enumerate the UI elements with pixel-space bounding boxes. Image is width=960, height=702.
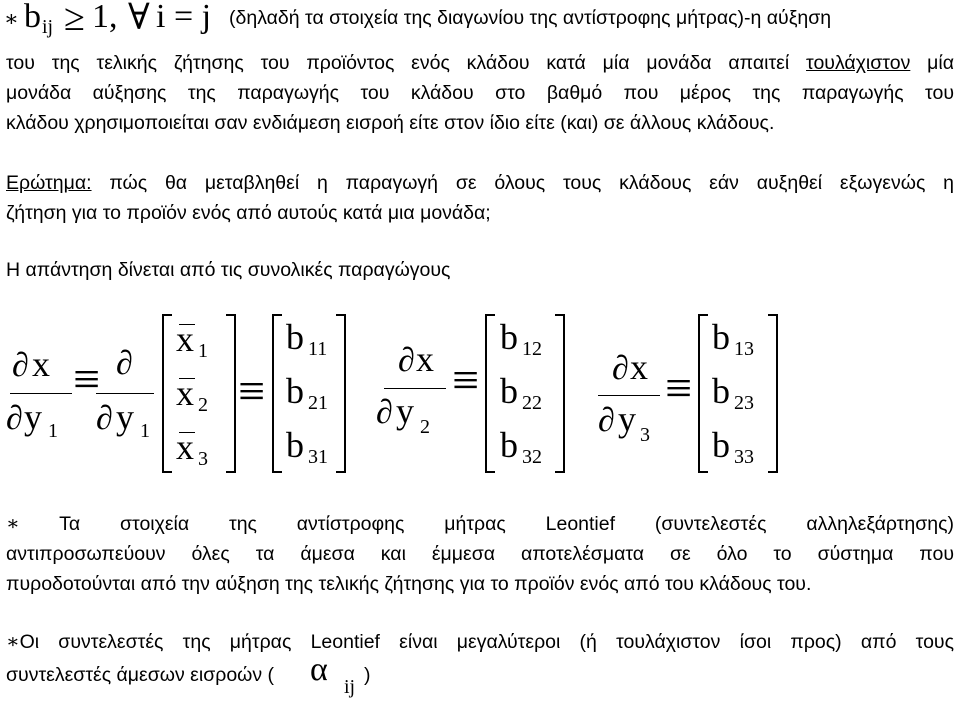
b-col-3-entry-2-var: b <box>712 371 730 411</box>
underlined-word: τουλάχιστον <box>806 52 911 74</box>
b-col-2-entry-2-var: b <box>500 371 518 411</box>
partial-symbol: ∂ <box>612 350 629 387</box>
partial-symbol: ∂ <box>116 345 133 382</box>
paragraph-2-line-2: αντιπροσωπεύουν όλες τα άμεσα και έμμεσα αποτελέσματα σε όλο το σύστημα που <box>6 543 954 565</box>
partial-symbol: ∂ <box>12 347 29 384</box>
x-vector-entry-1-index: 1 <box>198 340 208 362</box>
paragraph-1-line-3: μονάδα αύξησης της παραγωγής του κλάδου στο βαθμό που μέρος της παραγωγής του <box>6 82 954 104</box>
fraction-bar <box>96 393 154 394</box>
answer-intro: Η απάντηση δίνεται από τις συνολικές παραγώγους <box>6 259 451 281</box>
b-col-2-entry-1-index: 12 <box>522 338 542 360</box>
b-col-3-entry-2-index: 23 <box>734 392 754 414</box>
bullet-asterisk: ∗ <box>4 6 19 31</box>
partial-symbol: ∂ <box>96 400 113 437</box>
close-paren: ) <box>364 664 371 686</box>
var-y: y <box>396 391 414 431</box>
alpha-index: ij <box>344 676 356 698</box>
cond-forall: ∀ <box>128 0 150 37</box>
b-col-3-entry-3-var: b <box>712 425 730 465</box>
b-col-1-entry-3-var: b <box>286 425 304 465</box>
b-col-3-entry-3-index: 33 <box>734 446 754 468</box>
index-1: 1 <box>48 420 58 442</box>
alpha-symbol: α <box>310 651 328 688</box>
index-2: 2 <box>420 416 430 438</box>
partial-symbol: ∂ <box>376 394 393 431</box>
left-bracket <box>485 314 495 473</box>
partial-symbol: ∂ <box>6 400 23 437</box>
question-line-2: ζήτηση για το προϊόν ενός από αυτούς κατά μια μονάδα; <box>6 202 491 224</box>
b-col-2-entry-3-index: 32 <box>522 446 542 468</box>
var-y: y <box>116 397 134 437</box>
left-bracket <box>698 314 708 473</box>
x-vector-entry-2-var: x <box>176 373 194 413</box>
index-1: 1 <box>140 420 150 442</box>
b-col-1-entry-2-var: b <box>286 371 304 411</box>
x-vector-entry-3-var: x <box>176 427 194 467</box>
var-x: x <box>416 339 434 379</box>
cond-geq: ≥ <box>64 0 85 39</box>
x-vector-entry-3-index: 3 <box>198 448 208 470</box>
paragraph-1-line-4: κλάδου χρησιμοποιείται σαν ενδιάμεση εισροή είτε στον ίδιο είτε (και) σε άλλους κλάδους. <box>6 112 775 134</box>
right-bracket <box>768 314 778 473</box>
left-bracket <box>272 314 282 473</box>
x-vector-entry-2-index: 2 <box>198 394 208 416</box>
x-vector-entry-1-var: x <box>176 319 194 359</box>
b-col-3-entry-1-var: b <box>712 317 730 357</box>
equiv-symbol: ≡ <box>452 354 480 407</box>
fraction-bar <box>384 388 446 389</box>
paragraph-3-line-1: ∗Οι συντελεστές της μήτρας Leontief είναι μεγαλύτεροι (ή τουλάχιστον ίσοι προς) από τους <box>6 631 954 653</box>
b-col-2-entry-1-var: b <box>500 317 518 357</box>
index-3: 3 <box>640 424 650 446</box>
b-col-1-entry-3-index: 31 <box>308 446 328 468</box>
equiv-symbol: ≡ <box>665 362 693 415</box>
paragraph-3-line-2: συντελεστές άμεσων εισροών ( <box>6 664 275 686</box>
partial-symbol: ∂ <box>398 342 415 379</box>
question-line-1: Ερώτημα: πώς θα μεταβληθεί η παραγωγή σε όλους τους κλάδους εάν αυξηθεί εξωγενώς η <box>6 172 954 194</box>
var-x: x <box>32 344 50 384</box>
var-y: y <box>24 397 42 437</box>
overline-bar <box>179 378 195 379</box>
fraction-bar <box>10 393 72 394</box>
b-col-1-entry-2-index: 21 <box>308 392 328 414</box>
paragraph-2-line-3: πυροδοτούνται από την αύξηση της τελικής ζήτησης για το προϊόν ενός από του κλάδους του. <box>6 573 812 595</box>
cond-i-eq-j: i = j <box>156 0 212 35</box>
cond-one: 1, <box>92 0 118 35</box>
paragraph-1-line-1: (δηλαδή τα στοιχεία της διαγωνίου της αντίστροφης μήτρας)-η αύξηση <box>229 7 832 29</box>
right-bracket <box>336 314 346 473</box>
fraction-bar <box>598 395 660 396</box>
cond-b: b <box>24 0 41 35</box>
overline-bar <box>179 324 195 325</box>
left-bracket <box>162 314 172 473</box>
overline-bar <box>179 432 195 433</box>
cond-index-ij: ij <box>42 16 54 38</box>
equiv-symbol: ≡ <box>238 365 266 418</box>
b-col-2-entry-2-index: 22 <box>522 392 542 414</box>
bullet-asterisk: ∗ <box>6 513 20 535</box>
paragraph-1-line-2: του της τελικής ζήτησης του προϊόντος ενός κλάδου κατά μία μονάδα απαιτεί τουλάχιστον μία <box>6 52 955 74</box>
right-bracket <box>226 314 236 473</box>
bullet-asterisk: ∗ <box>6 631 20 653</box>
equiv-symbol: ≡ <box>73 353 101 406</box>
b-col-1-entry-1-var: b <box>286 317 304 357</box>
question-label: Ερώτημα: <box>6 172 92 194</box>
paragraph-2-line-1: ∗ Τα στοιχεία της αντίστροφης μήτρας Leontief (συντελεστές αλληλεξάρτησης) <box>6 513 954 535</box>
right-bracket <box>555 314 565 473</box>
b-col-3-entry-1-index: 13 <box>734 338 754 360</box>
b-col-2-entry-3-var: b <box>500 425 518 465</box>
partial-symbol: ∂ <box>598 402 615 439</box>
var-y: y <box>618 399 636 439</box>
b-col-1-entry-1-index: 11 <box>308 338 328 360</box>
var-x: x <box>630 347 648 387</box>
